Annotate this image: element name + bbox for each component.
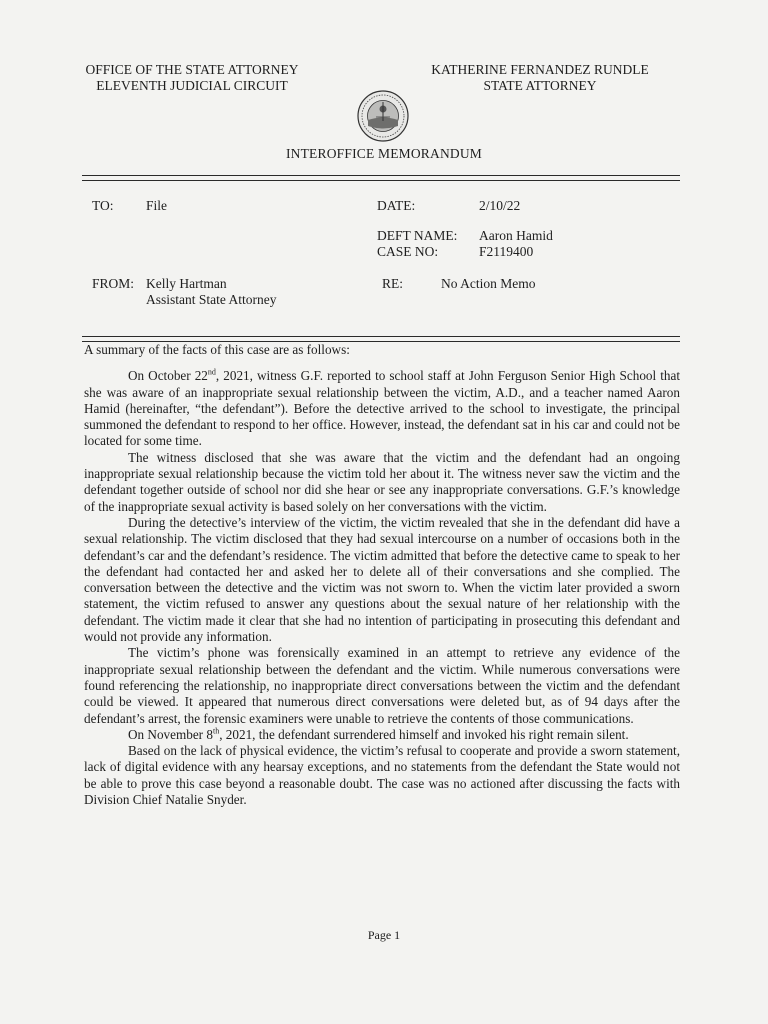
office-name-line2: ELEVENTH JUDICIAL CIRCUIT bbox=[96, 78, 288, 93]
office-name-line1: OFFICE OF THE STATE ATTORNEY bbox=[85, 62, 299, 77]
state-attorney-line2: STATE ATTORNEY bbox=[483, 78, 597, 93]
re-label: RE: bbox=[382, 276, 404, 291]
case-no-value: F2119400 bbox=[479, 244, 534, 259]
summary-intro: A summary of the facts of this case are as follows: bbox=[84, 342, 350, 357]
state-attorney-name bbox=[420, 62, 660, 94]
paragraph-5-start: On November 8 bbox=[128, 726, 213, 742]
paragraph-1-start: On October 22 bbox=[128, 368, 208, 384]
paragraph-1-ordinal: nd bbox=[207, 367, 216, 377]
from-label: FROM: bbox=[92, 276, 135, 291]
paragraph-5-rest: , 2021, the defendant surrendered himself and invoked his right remain silent. bbox=[219, 726, 629, 742]
to-label: TO: bbox=[92, 198, 114, 213]
memo-title: INTEROFFICE MEMORANDUM bbox=[285, 146, 483, 161]
paragraph-1 bbox=[84, 368, 680, 449]
deft-name-value: Aaron Hamid bbox=[479, 228, 553, 243]
paragraph-2: The witness disclosed that she was aware that the victim and the defendant had an ongoing inappropriate sexual relationship because the victim told her about it. The witness never saw the victim and the defendant together outside of school nor did she hear or see any inappropriate conversations. G.F.’s knowledge of the inappropriate sexual activity is based solely on her conversations with the victim. bbox=[84, 449, 680, 514]
from-title: Assistant State Attorney bbox=[146, 292, 277, 307]
to-value: File bbox=[146, 198, 168, 213]
paragraph-4: The victim’s phone was forensically examined in an attempt to retrieve any evidence of the inappropriate sexual relationship between the defendant and the victim. While numerous conversations were found referencing the relationship, no inappropriate direct conversations between the victim and the defendant could be viewed. It appeared that numerous direct conversations were deleted but, as of 94 days after the defendant’s arrest, the forensic examiners were unable to retrieve the contents of those communications. bbox=[84, 645, 680, 726]
re-value: No Action Memo bbox=[441, 276, 536, 291]
page-number: Page 1 bbox=[367, 928, 401, 942]
paragraph-6: Based on the lack of physical evidence, the victim’s refusal to cooperate and provide a sworn statement, lack of digital evidence with any hearsay exceptions, and no statements from the defendant the State would not be able to prove this case beyond a reasonable doubt. The case was no actioned after discussing the facts with Division Chief Natalie Snyder. bbox=[84, 743, 680, 808]
state-attorney-line1: KATHERINE FERNANDEZ RUNDLE bbox=[431, 62, 649, 77]
office-name bbox=[82, 62, 302, 94]
paragraph-3: During the detective’s interview of the victim, the victim revealed that she in the defendant did have a sexual relationship. The victim disclosed that they had sexual intercourse on a number of occasions both in the defendant’s car and the defendant’s residence. The victim admitted that before the detective came to speak to her the defendant had contacted her and asked her to delete all of their conversations and she complied. The conversation between the detective and the victim was not sworn to. When the victim later provided a sworn statement, the victim refused to answer any questions about the sexual nature of her relationship with the defendant. The victim made it clear that she had no intention of participating in prosecuting this defendant and would not provide any information. bbox=[84, 514, 680, 645]
header-divider bbox=[82, 175, 680, 181]
date-value: 2/10/22 bbox=[479, 198, 521, 213]
case-no-label: CASE NO: bbox=[377, 244, 439, 259]
date-label: DATE: bbox=[377, 198, 416, 213]
deft-name-label: DEFT NAME: bbox=[377, 228, 458, 243]
paragraph-5 bbox=[84, 727, 680, 743]
paragraph-5-ordinal: th bbox=[212, 726, 220, 736]
from-name: Kelly Hartman bbox=[146, 276, 227, 291]
memo-body bbox=[84, 342, 680, 808]
state-seal-icon bbox=[357, 90, 409, 142]
paragraph-1-rest: , 2021, witness G.F. reported to school staff at John Ferguson Senior High School that she was aware of an inappropriate sexual relationship between the victim, A.D., and a teacher named Aaron Hamid (hereinafter, “the defendant”). Before the detective arrived to the school to investigate, the principal summoned the defendant to respond to her office. However, instead, the defendant sat in his car and could not be located for some time. bbox=[84, 368, 681, 449]
